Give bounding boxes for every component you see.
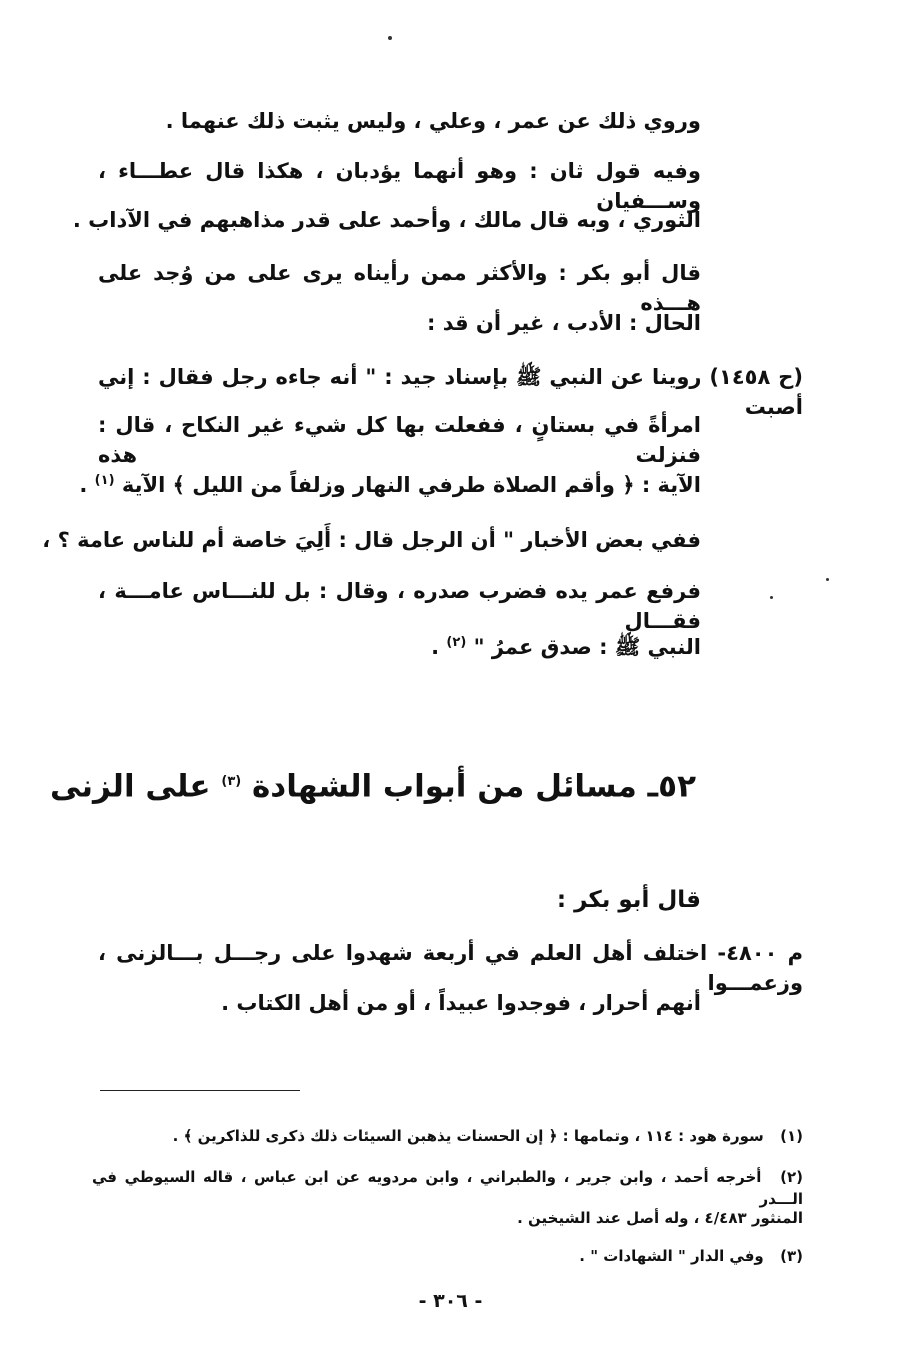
footnote-number: (٣) xyxy=(780,1247,803,1265)
body-line-11 xyxy=(431,628,701,662)
masala-line-1: م ٤٨٠٠- اختلف أهل العلم في أربعة شهدوا على رجـــل بـــالزنى ، وزعمـــوا xyxy=(98,941,803,995)
quran-verse-text: الآية : ﴿ وأقم الصلاة طرفي النهار وزلفاً من الليل ﴾ الآية xyxy=(121,473,701,497)
footnote-separator xyxy=(100,1090,300,1091)
speck-mark xyxy=(770,596,773,599)
footnote-number: (٢) xyxy=(780,1168,803,1186)
footnote-ref-2: (٢) xyxy=(446,635,467,650)
speck-mark xyxy=(826,578,829,581)
line-end: . xyxy=(431,635,440,659)
footnote-number: (١) xyxy=(780,1127,803,1145)
masala-line-2: أنهم أحرار ، فوجدوا عبيداً ، أو من أهل الكتاب . xyxy=(221,991,701,1015)
footnote-text: سورة هود : ١١٤ ، وتمامها : ﴿ إن الحسنات يذهبن السيئات ذلك ذكرى للذاكرين ﴾ . xyxy=(172,1127,764,1145)
body-line-3: الثوري ، وبه قال مالك ، وأحمد على قدر مذاهبهم في الآداب . xyxy=(72,208,701,232)
page-number: - ٣٠٦ - xyxy=(418,1290,483,1312)
hadith-line-1: (ح ١٤٥٨) روينا عن النبي ﷺ بإسناد جيد : " أنه جاءه رجل فقال : إني أصبت xyxy=(98,365,804,419)
section-heading xyxy=(50,762,696,806)
body-line-10: فرفع عمر يده فضرب صدره ، وقال : بل للنـــاس عامـــة ، فقـــال xyxy=(98,579,701,633)
body-line-4: قال أبو بكر : والأكثر ممن رأيناه يرى على من وُجد على هـــذه xyxy=(98,261,701,315)
body-line-9: ففي بعض الأخبار " أن الرجل قال : أَلِيَ خاصة أم للناس عامة ؟ ، xyxy=(42,528,701,552)
body-line-2: وفيه قول ثان : وهو أنهما يؤدبان ، هكذا قال عطـــاء ، وســـفيان xyxy=(98,159,701,213)
section-heading-text: ٥٢ـ مسائل من أبواب الشهادة xyxy=(252,768,696,805)
footnote-2-continuation xyxy=(517,1207,803,1229)
body-line-1: وروي ذلك عن عمر ، وعلي ، وليس يثبت ذلك عنهما . xyxy=(165,109,701,133)
footnote-3 xyxy=(579,1245,803,1267)
footnote-1 xyxy=(173,1125,803,1147)
footnote-text: المنثور ٤/٤٨٣ ، وله أصل عند الشيخين . xyxy=(517,1209,803,1227)
speaker-line: قال أبو بكر : xyxy=(556,887,701,913)
section-heading-end: على الزنى xyxy=(50,768,211,805)
footnote-2 xyxy=(92,1166,803,1210)
body-line-11-text: النبي ﷺ : صدق عمرُ " xyxy=(473,635,701,659)
line-end: . xyxy=(79,473,88,497)
footnote-text: أخرجه أحمد ، وابن جرير ، والطبراني ، وابن مردويه عن ابن عباس ، قاله السيوطي في الـــدر xyxy=(92,1168,803,1208)
hadith-line-2: امرأةً في بستانٍ ، ففعلت بها كل شيء غير النكاح ، قال : فنزلت هذه xyxy=(98,413,701,467)
footnote-text: وفي الدار " الشهادات " . xyxy=(579,1247,764,1265)
body-line-5: الحال : الأدب ، غير أن قد : xyxy=(427,311,701,335)
footnote-ref-3: (٣) xyxy=(221,774,242,789)
footnote-ref-1: (١) xyxy=(94,473,115,488)
hadith-line-3 xyxy=(79,466,701,500)
speck-mark xyxy=(388,36,392,40)
